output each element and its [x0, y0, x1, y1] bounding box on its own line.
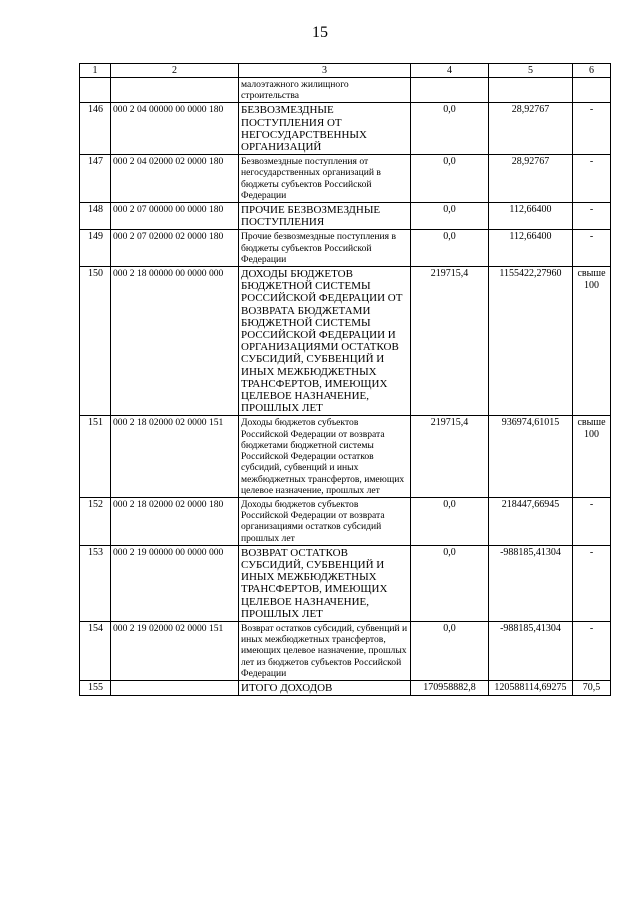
row-actual-value: 1155422,27960 — [489, 267, 573, 416]
table-row — [80, 416, 611, 497]
row-number: 154 — [80, 621, 111, 680]
revenue-table — [79, 63, 611, 696]
row-code: 000 2 18 02000 02 0000 151 — [111, 416, 239, 497]
row-name: ДОХОДЫ БЮДЖЕТОВ БЮДЖЕТНОЙ СИСТЕМЫ РОССИЙСКОЙ ФЕДЕРАЦИИ ОТ ВОЗВРАТА БЮДЖЕТАМИ БЮДЖЕТНОЙ СИСТЕМЫ РОССИЙСКОЙ ФЕДЕРАЦИИ И ОРГАНИЗАЦИЯМИ ОСТАТКОВ СУБСИДИЙ, СУБВЕНЦИЙ И ИНЫХ МЕЖБЮДЖЕТНЫХ ТРАНСФЕРТОВ, ИМЕЮЩИХ ЦЕЛЕВОЕ НАЗНАЧЕНИЕ, ПРОШЛЫХ ЛЕТ — [239, 267, 411, 416]
table-row — [80, 545, 611, 621]
row-code: 000 2 19 02000 02 0000 151 — [111, 621, 239, 680]
row-plan-value: 0,0 — [411, 545, 489, 621]
row-code: 000 2 04 00000 00 0000 180 — [111, 103, 239, 155]
row-plan-value: 219715,4 — [411, 416, 489, 497]
row-actual-value: 28,92767 — [489, 155, 573, 203]
row-code: 000 2 07 02000 02 0000 180 — [111, 230, 239, 267]
row-number: 153 — [80, 545, 111, 621]
row-actual-value: -988185,41304 — [489, 545, 573, 621]
row-name: Прочие безвозмездные поступления в бюджеты субъектов Российской Федерации — [239, 230, 411, 267]
table-row — [80, 103, 611, 155]
row-number: 152 — [80, 497, 111, 545]
row-plan-value: 170958882,8 — [411, 680, 489, 695]
row-plan-value: 219715,4 — [411, 267, 489, 416]
row-percent: - — [573, 203, 611, 230]
row-actual-value — [489, 78, 573, 103]
table-row — [80, 203, 611, 230]
column-header: 5 — [489, 64, 573, 78]
row-number: 151 — [80, 416, 111, 497]
row-number: 155 — [80, 680, 111, 695]
row-plan-value: 0,0 — [411, 230, 489, 267]
row-plan-value: 0,0 — [411, 103, 489, 155]
row-percent: 70,5 — [573, 680, 611, 695]
row-name: Безвозмездные поступления от негосударственных организаций в бюджеты субъектов Российской Федерации — [239, 155, 411, 203]
row-code: 000 2 18 00000 00 0000 000 — [111, 267, 239, 416]
row-percent — [573, 78, 611, 103]
row-number: 150 — [80, 267, 111, 416]
column-header: 4 — [411, 64, 489, 78]
row-name: ИТОГО ДОХОДОВ — [239, 680, 411, 695]
row-percent: - — [573, 230, 611, 267]
row-code: 000 2 04 02000 02 0000 180 — [111, 155, 239, 203]
row-percent: - — [573, 621, 611, 680]
row-actual-value: 936974,61015 — [489, 416, 573, 497]
row-number: 149 — [80, 230, 111, 267]
row-plan-value — [411, 78, 489, 103]
table-row — [80, 155, 611, 203]
row-plan-value: 0,0 — [411, 203, 489, 230]
row-name: Доходы бюджетов субъектов Российской Федерации от возврата организациями остатков субсидий прошлых лет — [239, 497, 411, 545]
row-name: БЕЗВОЗМЕЗДНЫЕ ПОСТУПЛЕНИЯ ОТ НЕГОСУДАРСТВЕННЫХ ОРГАНИЗАЦИЙ — [239, 103, 411, 155]
row-percent: свыше 100 — [573, 416, 611, 497]
column-header: 2 — [111, 64, 239, 78]
row-name: ПРОЧИЕ БЕЗВОЗМЕЗДНЫЕ ПОСТУПЛЕНИЯ — [239, 203, 411, 230]
row-code: 000 2 19 00000 00 0000 000 — [111, 545, 239, 621]
column-header: 1 — [80, 64, 111, 78]
row-percent: свыше 100 — [573, 267, 611, 416]
row-plan-value: 0,0 — [411, 497, 489, 545]
column-header: 6 — [573, 64, 611, 78]
row-number: 148 — [80, 203, 111, 230]
row-actual-value: 28,92767 — [489, 103, 573, 155]
row-actual-value: -988185,41304 — [489, 621, 573, 680]
row-actual-value: 218447,66945 — [489, 497, 573, 545]
row-name: Возврат остатков субсидий, субвенций и иных межбюджетных трансфертов, имеющих целевое назначение, прошлых лет из бюджетов субъектов Российской Федерации — [239, 621, 411, 680]
row-actual-value: 112,66400 — [489, 230, 573, 267]
row-percent: - — [573, 155, 611, 203]
table-row — [80, 78, 611, 103]
row-code — [111, 680, 239, 695]
row-plan-value: 0,0 — [411, 621, 489, 680]
row-percent: - — [573, 497, 611, 545]
row-name: малоэтажного жилищного строительства — [239, 78, 411, 103]
row-name: Доходы бюджетов субъектов Российской Федерации от возврата бюджетами бюджетной системы Российской Федерации остатков субсидий, субвенций и иных межбюджетных трансфертов, имеющих целевое назначение, прошлых лет — [239, 416, 411, 497]
row-actual-value: 112,66400 — [489, 203, 573, 230]
row-number: 147 — [80, 155, 111, 203]
column-number-row — [80, 64, 611, 78]
row-code: 000 2 18 02000 02 0000 180 — [111, 497, 239, 545]
row-number: 146 — [80, 103, 111, 155]
row-percent: - — [573, 545, 611, 621]
row-name: ВОЗВРАТ ОСТАТКОВ СУБСИДИЙ, СУБВЕНЦИЙ И ИНЫХ МЕЖБЮДЖЕТНЫХ ТРАНСФЕРТОВ, ИМЕЮЩИХ ЦЕЛЕВОЕ НАЗНАЧЕНИЕ, ПРОШЛЫХ ЛЕТ — [239, 545, 411, 621]
table-row — [80, 680, 611, 695]
page-number: 15 — [312, 24, 328, 41]
row-code: 000 2 07 00000 00 0000 180 — [111, 203, 239, 230]
row-plan-value: 0,0 — [411, 155, 489, 203]
row-code — [111, 78, 239, 103]
table-row — [80, 497, 611, 545]
table-row — [80, 230, 611, 267]
table-row — [80, 267, 611, 416]
row-percent: - — [573, 103, 611, 155]
column-header: 3 — [239, 64, 411, 78]
row-number — [80, 78, 111, 103]
table-row — [80, 621, 611, 680]
row-actual-value: 120588114,69275 — [489, 680, 573, 695]
